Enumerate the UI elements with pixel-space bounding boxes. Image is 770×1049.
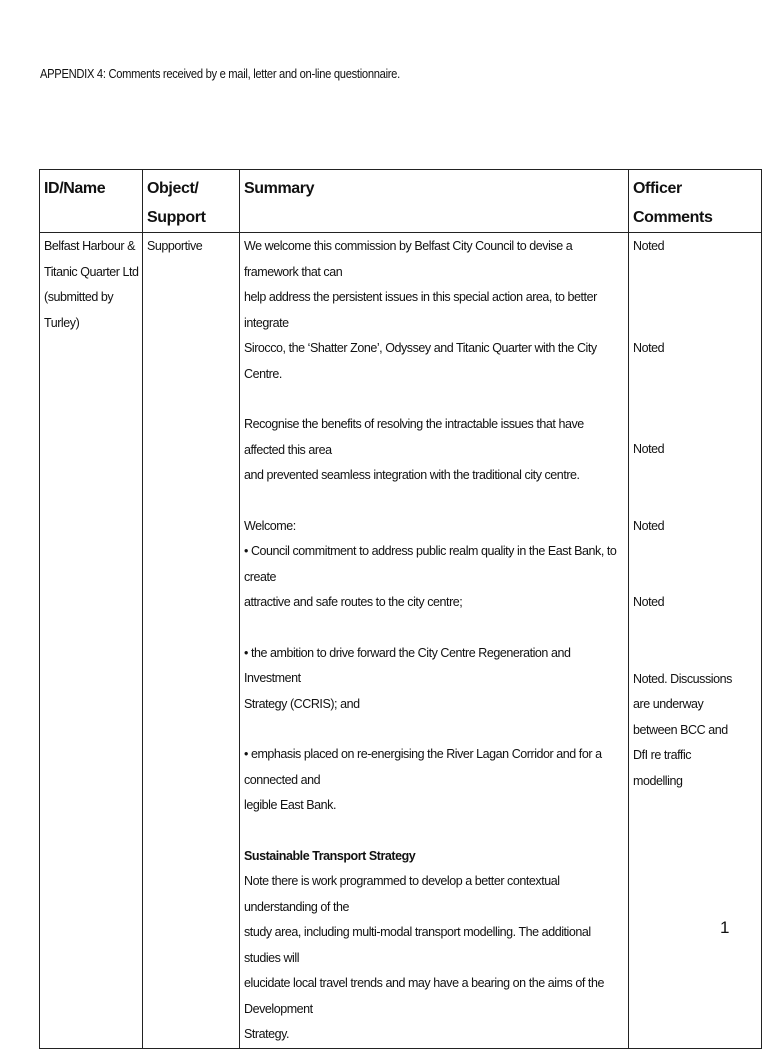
summary-paragraph-3: Welcome: • Council commitment to address public realm quality in the East Bank, to create attractive and safe routes to the city centre; bbox=[244, 518, 617, 609]
header-object-support: Object/ Support bbox=[143, 170, 240, 233]
cell-summary bbox=[240, 233, 629, 1049]
header-id-name: ID/Name bbox=[40, 170, 143, 233]
summary-paragraph-1: We welcome this commission by Belfast City Council to devise a framework that can help address the persistent issues in this special action area, to better integrate Sirocco, the ‘Shatter Zone’, Odyssey and Titanic Quarter with the City Centre. bbox=[244, 239, 597, 381]
comments-table bbox=[39, 169, 762, 1049]
appendix-title: APPENDIX 4: Comments received by e mail, letter and on-line questionnaire. bbox=[40, 66, 400, 81]
header-summary: Summary bbox=[240, 170, 629, 233]
officer-comment-4: Noted bbox=[633, 518, 665, 533]
summary-paragraph-5: • emphasis placed on re-energising the River Lagan Corridor and for a connected and legible East Bank. bbox=[244, 747, 602, 812]
table-header-row bbox=[40, 170, 762, 233]
cell-officer-comments bbox=[629, 233, 762, 1049]
summary-paragraph-2: Recognise the benefits of resolving the intractable issues that have affected this area and prevented seamless integration with the traditional city centre. bbox=[244, 417, 584, 482]
officer-comment-5: Noted bbox=[633, 595, 665, 609]
sustainable-transport-heading: Sustainable Transport Strategy bbox=[244, 848, 416, 863]
table-row bbox=[40, 233, 762, 1049]
summary-paragraph-6: Sustainable Transport Strategy Note there is work programmed to develop a better contextual understanding of the study area, including multi-modal transport modelling. The additional studies will elucidate local travel trends and may have a bearing on the aims of the Development Strategy. bbox=[244, 844, 625, 1048]
cell-object-support: Supportive bbox=[143, 233, 240, 1049]
summary-paragraph-4: • the ambition to drive forward the City Centre Regeneration and Investment Strategy (CCRIS); and bbox=[244, 645, 571, 711]
officer-comment-6: Noted. Discussions are underway between BCC and DfI re traffic modelling bbox=[633, 671, 732, 788]
header-officer-comments: Officer Comments bbox=[629, 170, 762, 233]
officer-comment-2: Noted bbox=[633, 340, 665, 355]
officer-comment-1: Noted bbox=[633, 239, 665, 253]
officer-comment-3: Noted bbox=[633, 442, 665, 456]
page-number: 1 bbox=[720, 918, 730, 937]
cell-id-name: Belfast Harbour & Titanic Quarter Ltd (submitted by Turley) bbox=[40, 233, 143, 1049]
